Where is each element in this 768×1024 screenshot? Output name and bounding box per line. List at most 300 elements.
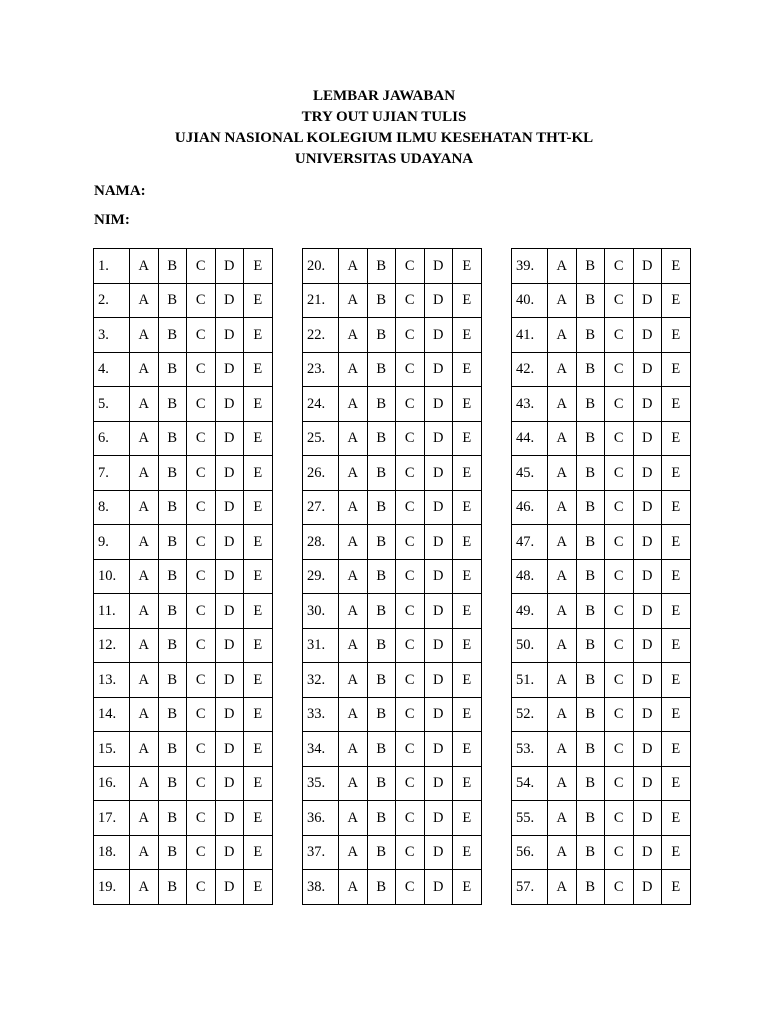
answer-option-c[interactable]: C: [396, 697, 425, 732]
answer-option-c[interactable]: C: [187, 490, 216, 525]
answer-option-a[interactable]: A: [130, 318, 159, 353]
answer-option-d[interactable]: D: [424, 766, 453, 801]
answer-option-c[interactable]: C: [605, 421, 634, 456]
answer-option-d[interactable]: D: [633, 352, 662, 387]
answer-option-d[interactable]: D: [633, 559, 662, 594]
answer-option-e[interactable]: E: [453, 766, 482, 801]
question-number: 37.: [303, 835, 339, 870]
answer-option-c[interactable]: C: [605, 697, 634, 732]
answer-option-e[interactable]: E: [662, 318, 691, 353]
answer-option-b[interactable]: B: [158, 732, 187, 767]
answer-option-a[interactable]: A: [339, 249, 368, 284]
answer-option-e[interactable]: E: [453, 594, 482, 629]
answer-option-b[interactable]: B: [367, 835, 396, 870]
answer-row: [94, 490, 273, 525]
answer-option-c[interactable]: C: [187, 283, 216, 318]
answer-option-a[interactable]: A: [130, 870, 159, 905]
answer-option-e[interactable]: E: [453, 697, 482, 732]
answer-option-e[interactable]: E: [662, 525, 691, 560]
answer-option-c[interactable]: C: [396, 249, 425, 284]
answer-option-a[interactable]: A: [339, 283, 368, 318]
answer-option-c[interactable]: C: [187, 766, 216, 801]
answer-option-a[interactable]: A: [548, 663, 577, 698]
answer-option-d[interactable]: D: [633, 835, 662, 870]
answer-option-e[interactable]: E: [662, 387, 691, 422]
answer-option-b[interactable]: B: [158, 628, 187, 663]
answer-option-c[interactable]: C: [605, 318, 634, 353]
answer-option-c[interactable]: C: [187, 801, 216, 836]
answer-option-d[interactable]: D: [215, 628, 244, 663]
answer-option-d[interactable]: D: [424, 318, 453, 353]
answer-option-a[interactable]: A: [130, 559, 159, 594]
answer-option-d[interactable]: D: [633, 387, 662, 422]
answer-option-c[interactable]: C: [396, 387, 425, 422]
answer-option-e[interactable]: E: [244, 387, 273, 422]
answer-option-b[interactable]: B: [367, 594, 396, 629]
answer-option-a[interactable]: A: [548, 352, 577, 387]
answer-option-a[interactable]: A: [339, 628, 368, 663]
answer-option-e[interactable]: E: [244, 697, 273, 732]
answer-option-c[interactable]: C: [187, 525, 216, 560]
answer-option-d[interactable]: D: [215, 594, 244, 629]
answer-option-c[interactable]: C: [187, 249, 216, 284]
answer-option-c[interactable]: C: [605, 801, 634, 836]
answer-option-b[interactable]: B: [158, 490, 187, 525]
answer-option-c[interactable]: C: [396, 352, 425, 387]
answer-row: [94, 456, 273, 491]
answer-option-e[interactable]: E: [662, 870, 691, 905]
answer-option-c[interactable]: C: [396, 835, 425, 870]
answer-option-d[interactable]: D: [215, 421, 244, 456]
answer-option-c[interactable]: C: [396, 801, 425, 836]
answer-option-e[interactable]: E: [244, 628, 273, 663]
answer-option-a[interactable]: A: [548, 525, 577, 560]
answer-option-d[interactable]: D: [424, 490, 453, 525]
answer-row: [303, 663, 482, 698]
answer-option-b[interactable]: B: [576, 732, 605, 767]
answer-option-a[interactable]: A: [548, 490, 577, 525]
answer-row: [94, 732, 273, 767]
answer-option-a[interactable]: A: [130, 766, 159, 801]
answer-option-d[interactable]: D: [633, 249, 662, 284]
answer-option-d[interactable]: D: [215, 352, 244, 387]
answer-option-a[interactable]: A: [130, 283, 159, 318]
answer-option-c[interactable]: C: [396, 525, 425, 560]
answer-option-e[interactable]: E: [453, 732, 482, 767]
answer-option-e[interactable]: E: [453, 801, 482, 836]
answer-option-c[interactable]: C: [187, 594, 216, 629]
answer-option-d[interactable]: D: [215, 766, 244, 801]
answer-option-b[interactable]: B: [576, 490, 605, 525]
answer-option-a[interactable]: A: [548, 249, 577, 284]
answer-option-b[interactable]: B: [158, 352, 187, 387]
answer-option-b[interactable]: B: [576, 456, 605, 491]
question-number: 20.: [303, 249, 339, 284]
answer-option-a[interactable]: A: [339, 663, 368, 698]
answer-option-d[interactable]: D: [424, 732, 453, 767]
answer-option-e[interactable]: E: [244, 249, 273, 284]
answer-option-b[interactable]: B: [367, 352, 396, 387]
answer-option-b[interactable]: B: [367, 249, 396, 284]
answer-option-a[interactable]: A: [130, 249, 159, 284]
answer-option-d[interactable]: D: [633, 283, 662, 318]
answer-option-a[interactable]: A: [548, 283, 577, 318]
answer-option-a[interactable]: A: [548, 387, 577, 422]
answer-option-d[interactable]: D: [215, 249, 244, 284]
answer-option-a[interactable]: A: [339, 766, 368, 801]
answer-option-d[interactable]: D: [424, 870, 453, 905]
answer-option-e[interactable]: E: [662, 421, 691, 456]
answer-option-b[interactable]: B: [158, 559, 187, 594]
answer-option-c[interactable]: C: [187, 559, 216, 594]
answer-option-b[interactable]: B: [576, 663, 605, 698]
answer-option-a[interactable]: A: [339, 870, 368, 905]
answer-option-b[interactable]: B: [158, 835, 187, 870]
answer-option-a[interactable]: A: [339, 421, 368, 456]
answer-option-c[interactable]: C: [605, 456, 634, 491]
answer-option-d[interactable]: D: [215, 525, 244, 560]
answer-option-d[interactable]: D: [424, 249, 453, 284]
answer-option-d[interactable]: D: [424, 352, 453, 387]
answer-option-c[interactable]: C: [605, 732, 634, 767]
answer-option-d[interactable]: D: [424, 525, 453, 560]
answer-option-b[interactable]: B: [576, 421, 605, 456]
answer-option-d[interactable]: D: [633, 628, 662, 663]
answer-option-b[interactable]: B: [576, 801, 605, 836]
answer-option-a[interactable]: A: [130, 835, 159, 870]
answer-option-e[interactable]: E: [662, 628, 691, 663]
answer-option-c[interactable]: C: [605, 628, 634, 663]
answer-option-d[interactable]: D: [215, 559, 244, 594]
answer-option-e[interactable]: E: [244, 318, 273, 353]
answer-option-b[interactable]: B: [158, 283, 187, 318]
answer-option-d[interactable]: D: [424, 559, 453, 594]
answer-option-b[interactable]: B: [158, 801, 187, 836]
answer-option-e[interactable]: E: [662, 559, 691, 594]
answer-option-a[interactable]: A: [339, 456, 368, 491]
answer-option-c[interactable]: C: [396, 559, 425, 594]
answer-option-c[interactable]: C: [187, 663, 216, 698]
answer-option-e[interactable]: E: [662, 249, 691, 284]
answer-option-e[interactable]: E: [244, 801, 273, 836]
answer-option-c[interactable]: C: [187, 421, 216, 456]
question-number: 27.: [303, 490, 339, 525]
answer-option-b[interactable]: B: [158, 318, 187, 353]
answer-option-d[interactable]: D: [424, 801, 453, 836]
answer-option-e[interactable]: E: [453, 835, 482, 870]
answer-option-c[interactable]: C: [605, 870, 634, 905]
answer-option-a[interactable]: A: [548, 697, 577, 732]
answer-option-c[interactable]: C: [605, 835, 634, 870]
answer-option-a[interactable]: A: [130, 456, 159, 491]
answer-option-a[interactable]: A: [130, 490, 159, 525]
answer-option-a[interactable]: A: [130, 352, 159, 387]
answer-option-c[interactable]: C: [605, 559, 634, 594]
answer-option-e[interactable]: E: [453, 456, 482, 491]
answer-option-b[interactable]: B: [576, 835, 605, 870]
answer-option-d[interactable]: D: [215, 835, 244, 870]
answer-option-b[interactable]: B: [367, 766, 396, 801]
answer-option-b[interactable]: B: [158, 663, 187, 698]
answer-option-a[interactable]: A: [130, 663, 159, 698]
answer-option-c[interactable]: C: [187, 456, 216, 491]
answer-option-c[interactable]: C: [187, 870, 216, 905]
answer-option-c[interactable]: C: [396, 456, 425, 491]
answer-option-d[interactable]: D: [633, 766, 662, 801]
answer-option-d[interactable]: D: [424, 628, 453, 663]
answer-option-b[interactable]: B: [367, 663, 396, 698]
answer-option-b[interactable]: B: [367, 318, 396, 353]
answer-option-a[interactable]: A: [130, 732, 159, 767]
answer-option-b[interactable]: B: [576, 283, 605, 318]
answer-option-e[interactable]: E: [244, 594, 273, 629]
answer-column-2: [302, 248, 482, 905]
answer-option-c[interactable]: C: [396, 766, 425, 801]
answer-option-e[interactable]: E: [244, 283, 273, 318]
answer-option-b[interactable]: B: [367, 283, 396, 318]
answer-option-b[interactable]: B: [158, 697, 187, 732]
answer-option-e[interactable]: E: [244, 525, 273, 560]
answer-option-c[interactable]: C: [187, 628, 216, 663]
answer-option-e[interactable]: E: [453, 249, 482, 284]
answer-option-b[interactable]: B: [367, 559, 396, 594]
answer-option-e[interactable]: E: [453, 421, 482, 456]
answer-option-c[interactable]: C: [605, 594, 634, 629]
answer-option-e[interactable]: E: [453, 525, 482, 560]
answer-row: [94, 870, 273, 905]
answer-option-c[interactable]: C: [396, 421, 425, 456]
answer-option-c[interactable]: C: [396, 490, 425, 525]
answer-option-d[interactable]: D: [215, 387, 244, 422]
answer-option-a[interactable]: A: [339, 318, 368, 353]
answer-option-d[interactable]: D: [215, 456, 244, 491]
answer-option-e[interactable]: E: [244, 663, 273, 698]
answer-option-e[interactable]: E: [453, 559, 482, 594]
answer-option-b[interactable]: B: [576, 628, 605, 663]
answer-option-e[interactable]: E: [453, 490, 482, 525]
answer-option-c[interactable]: C: [396, 663, 425, 698]
answer-option-e[interactable]: E: [662, 766, 691, 801]
answer-option-e[interactable]: E: [453, 663, 482, 698]
answer-option-c[interactable]: C: [396, 628, 425, 663]
answer-option-a[interactable]: A: [130, 697, 159, 732]
answer-option-e[interactable]: E: [453, 870, 482, 905]
answer-option-d[interactable]: D: [215, 663, 244, 698]
answer-option-c[interactable]: C: [187, 352, 216, 387]
answer-option-b[interactable]: B: [576, 870, 605, 905]
answer-option-e[interactable]: E: [244, 352, 273, 387]
answer-option-b[interactable]: B: [576, 594, 605, 629]
answer-option-e[interactable]: E: [453, 352, 482, 387]
answer-option-c[interactable]: C: [605, 490, 634, 525]
answer-option-c[interactable]: C: [605, 663, 634, 698]
answer-option-d[interactable]: D: [424, 697, 453, 732]
answer-option-a[interactable]: A: [339, 697, 368, 732]
answer-option-b[interactable]: B: [576, 318, 605, 353]
answer-option-c[interactable]: C: [396, 318, 425, 353]
answer-option-e[interactable]: E: [453, 318, 482, 353]
answer-option-c[interactable]: C: [187, 732, 216, 767]
answer-option-a[interactable]: A: [548, 318, 577, 353]
answer-option-a[interactable]: A: [130, 387, 159, 422]
answer-option-c[interactable]: C: [187, 835, 216, 870]
answer-option-c[interactable]: C: [396, 732, 425, 767]
answer-option-a[interactable]: A: [130, 628, 159, 663]
answer-option-b[interactable]: B: [158, 766, 187, 801]
answer-option-e[interactable]: E: [453, 387, 482, 422]
answer-option-c[interactable]: C: [605, 766, 634, 801]
question-number: 10.: [94, 559, 130, 594]
answer-option-a[interactable]: A: [548, 594, 577, 629]
answer-row: [512, 732, 691, 767]
answer-option-e[interactable]: E: [662, 697, 691, 732]
answer-option-a[interactable]: A: [339, 559, 368, 594]
answer-option-d[interactable]: D: [633, 870, 662, 905]
answer-option-c[interactable]: C: [605, 352, 634, 387]
answer-option-d[interactable]: D: [633, 594, 662, 629]
answer-option-e[interactable]: E: [244, 870, 273, 905]
answer-option-d[interactable]: D: [424, 283, 453, 318]
answer-option-a[interactable]: A: [339, 352, 368, 387]
answer-option-c[interactable]: C: [187, 318, 216, 353]
answer-option-b[interactable]: B: [576, 766, 605, 801]
answer-option-c[interactable]: C: [396, 594, 425, 629]
answer-option-d[interactable]: D: [633, 421, 662, 456]
answer-row: [303, 352, 482, 387]
answer-option-c[interactable]: C: [605, 249, 634, 284]
answer-option-d[interactable]: D: [633, 697, 662, 732]
answer-option-d[interactable]: D: [424, 387, 453, 422]
answer-option-a[interactable]: A: [339, 732, 368, 767]
answer-option-c[interactable]: C: [187, 387, 216, 422]
answer-option-b[interactable]: B: [158, 249, 187, 284]
answer-option-e[interactable]: E: [662, 352, 691, 387]
answer-option-d[interactable]: D: [424, 835, 453, 870]
answer-option-e[interactable]: E: [662, 732, 691, 767]
answer-option-e[interactable]: E: [662, 801, 691, 836]
answer-option-a[interactable]: A: [339, 387, 368, 422]
answer-option-e[interactable]: E: [244, 835, 273, 870]
answer-option-a[interactable]: A: [548, 456, 577, 491]
answer-option-a[interactable]: A: [548, 559, 577, 594]
answer-row: [512, 318, 691, 353]
answer-option-d[interactable]: D: [633, 732, 662, 767]
answer-option-b[interactable]: B: [158, 456, 187, 491]
answer-option-b[interactable]: B: [367, 421, 396, 456]
answer-option-e[interactable]: E: [244, 732, 273, 767]
answer-option-d[interactable]: D: [633, 525, 662, 560]
answer-option-a[interactable]: A: [130, 525, 159, 560]
answer-option-a[interactable]: A: [339, 525, 368, 560]
answer-option-c[interactable]: C: [396, 870, 425, 905]
answer-option-a[interactable]: A: [130, 594, 159, 629]
answer-option-d[interactable]: D: [633, 663, 662, 698]
answer-option-d[interactable]: D: [215, 732, 244, 767]
answer-option-b[interactable]: B: [576, 352, 605, 387]
answer-option-c[interactable]: C: [605, 283, 634, 318]
answer-option-c[interactable]: C: [187, 697, 216, 732]
answer-option-a[interactable]: A: [130, 801, 159, 836]
answer-option-b[interactable]: B: [367, 525, 396, 560]
answer-option-d[interactable]: D: [633, 318, 662, 353]
answer-option-a[interactable]: A: [339, 835, 368, 870]
question-number: 50.: [512, 628, 548, 663]
answer-option-a[interactable]: A: [130, 421, 159, 456]
answer-option-e[interactable]: E: [244, 456, 273, 491]
answer-option-a[interactable]: A: [548, 421, 577, 456]
answer-option-e[interactable]: E: [662, 835, 691, 870]
answer-option-c[interactable]: C: [396, 283, 425, 318]
answer-option-d[interactable]: D: [424, 594, 453, 629]
answer-option-b[interactable]: B: [576, 697, 605, 732]
answer-option-b[interactable]: B: [576, 525, 605, 560]
answer-option-b[interactable]: B: [367, 628, 396, 663]
answer-option-a[interactable]: A: [339, 594, 368, 629]
answer-option-b[interactable]: B: [367, 697, 396, 732]
answer-option-a[interactable]: A: [548, 835, 577, 870]
answer-option-e[interactable]: E: [244, 766, 273, 801]
answer-option-c[interactable]: C: [605, 387, 634, 422]
answer-option-e[interactable]: E: [662, 594, 691, 629]
answer-option-d[interactable]: D: [215, 801, 244, 836]
question-number: 6.: [94, 421, 130, 456]
answer-option-b[interactable]: B: [367, 801, 396, 836]
answer-option-e[interactable]: E: [662, 663, 691, 698]
answer-option-b[interactable]: B: [576, 249, 605, 284]
answer-option-b[interactable]: B: [367, 387, 396, 422]
answer-option-d[interactable]: D: [215, 318, 244, 353]
answer-option-a[interactable]: A: [339, 801, 368, 836]
answer-option-d[interactable]: D: [633, 456, 662, 491]
answer-option-a[interactable]: A: [339, 490, 368, 525]
answer-option-b[interactable]: B: [367, 870, 396, 905]
answer-option-a[interactable]: A: [548, 766, 577, 801]
answer-option-d[interactable]: D: [215, 283, 244, 318]
answer-option-d[interactable]: D: [633, 490, 662, 525]
answer-option-e[interactable]: E: [244, 559, 273, 594]
answer-option-e[interactable]: E: [453, 283, 482, 318]
answer-option-b[interactable]: B: [158, 387, 187, 422]
answer-option-e[interactable]: E: [662, 283, 691, 318]
answer-option-b[interactable]: B: [367, 732, 396, 767]
answer-option-d[interactable]: D: [424, 456, 453, 491]
answer-option-e[interactable]: E: [244, 421, 273, 456]
answer-option-d[interactable]: D: [424, 421, 453, 456]
answer-option-b[interactable]: B: [576, 387, 605, 422]
answer-option-b[interactable]: B: [576, 559, 605, 594]
answer-option-b[interactable]: B: [158, 870, 187, 905]
answer-option-b[interactable]: B: [367, 456, 396, 491]
answer-option-e[interactable]: E: [453, 628, 482, 663]
answer-option-d[interactable]: D: [215, 697, 244, 732]
answer-option-a[interactable]: A: [548, 732, 577, 767]
answer-option-b[interactable]: B: [158, 421, 187, 456]
answer-option-b[interactable]: B: [158, 525, 187, 560]
answer-option-c[interactable]: C: [605, 525, 634, 560]
answer-option-b[interactable]: B: [158, 594, 187, 629]
answer-option-a[interactable]: A: [548, 628, 577, 663]
answer-option-e[interactable]: E: [662, 456, 691, 491]
answer-option-e[interactable]: E: [662, 490, 691, 525]
answer-option-b[interactable]: B: [367, 490, 396, 525]
answer-option-e[interactable]: E: [244, 490, 273, 525]
answer-option-d[interactable]: D: [424, 663, 453, 698]
answer-option-d[interactable]: D: [633, 801, 662, 836]
answer-option-d[interactable]: D: [215, 490, 244, 525]
answer-option-a[interactable]: A: [548, 801, 577, 836]
answer-option-d[interactable]: D: [215, 870, 244, 905]
answer-option-a[interactable]: A: [548, 870, 577, 905]
